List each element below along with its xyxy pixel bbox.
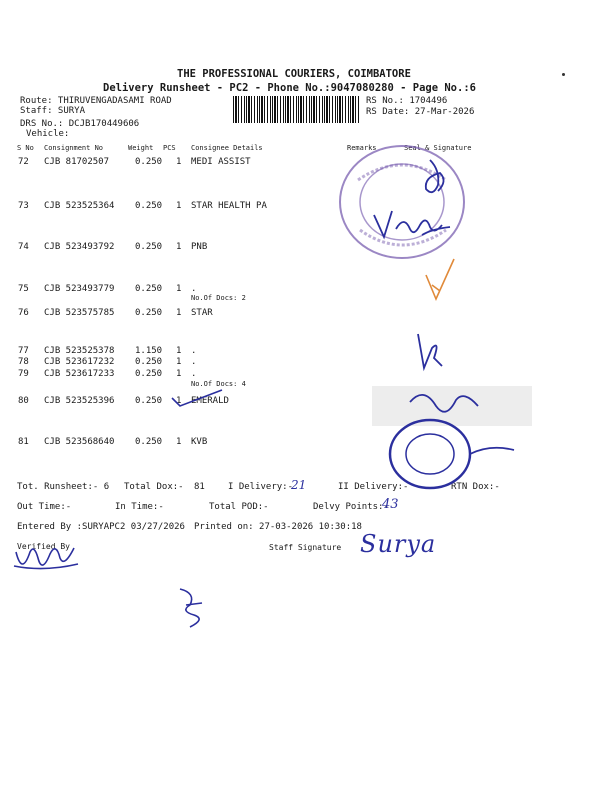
vehicle-label: Vehicle:	[26, 129, 70, 139]
row-sno: 81	[18, 437, 29, 447]
row-weight: 0.250	[135, 308, 163, 318]
row-consignee: STAR HEALTH PA	[191, 201, 267, 211]
printed-on: Printed on: 27-03-2026 10:30:18	[194, 522, 362, 532]
row-sno: 74	[18, 242, 29, 252]
docs-count-note: No.Of Docs: 4	[191, 380, 246, 388]
total-dox-label: Total Dox:-	[124, 482, 184, 492]
row-pcs: 1	[176, 396, 182, 406]
row-weight: 0.250	[135, 437, 163, 447]
row-pcs: 1	[176, 369, 182, 379]
row-weight: 0.250	[135, 396, 163, 406]
row-weight: 0.250	[135, 284, 163, 294]
row-consignment: CJB 81702507	[44, 157, 110, 167]
speck-dot	[562, 73, 565, 76]
col-weight: Weight	[128, 144, 154, 152]
bank-stamp	[370, 382, 540, 492]
row-pcs: 1	[176, 437, 182, 447]
row-consignee: PNB	[191, 242, 208, 252]
handwritten-mark-row77	[410, 330, 450, 375]
row-sno: 80	[18, 396, 29, 406]
row-pcs: 1	[176, 201, 182, 211]
row-weight: 1.150	[135, 346, 163, 356]
delvy-points-label: Delvy Points:-	[313, 502, 389, 512]
row-consignment: CJB 523568640	[44, 437, 115, 447]
row-consignment: CJB 523575785	[44, 308, 115, 318]
row-weight: 0.250	[135, 369, 163, 379]
ii-delivery-label: II Delivery:-	[338, 482, 409, 492]
col-sno: S No	[17, 144, 34, 152]
row-pcs: 1	[176, 157, 182, 167]
row-sno: 75	[18, 284, 29, 294]
row-weight: 0.250	[135, 201, 163, 211]
col-consignee: Consignee Details	[191, 144, 263, 152]
row-consignee: MEDI ASSIST	[191, 157, 251, 167]
handwritten-scribble-bottom	[172, 585, 212, 630]
col-pcs: PCS	[163, 144, 176, 152]
row-sno: 78	[18, 357, 29, 367]
row-consignee: .	[191, 346, 197, 356]
staff-label: Staff: SURYA	[20, 106, 86, 116]
rtn-dox-label: RTN Dox:-	[451, 482, 500, 492]
row-weight: 0.250	[135, 242, 163, 252]
row-consignment: CJB 523617232	[44, 357, 115, 367]
row-consignee: .	[191, 284, 197, 294]
row-consignment: CJB 523525396	[44, 396, 115, 406]
row-sno: 73	[18, 201, 29, 211]
rs-date: RS Date: 27-Mar-2026	[366, 107, 475, 117]
row-consignee: EMERALD	[191, 396, 229, 406]
col-remarks: Remarks	[347, 144, 377, 152]
handwritten-signature-row73	[370, 205, 460, 245]
staff-signature-handwritten: Surya	[360, 530, 437, 558]
row-weight: 0.250	[135, 157, 163, 167]
docs-count-note: No.Of Docs: 2	[191, 294, 246, 302]
row-weight: 0.250	[135, 357, 163, 367]
row-sno: 76	[18, 308, 29, 318]
row-sno: 72	[18, 157, 29, 167]
row-consignment: CJB 523525364	[44, 201, 115, 211]
row-consignee: .	[191, 369, 197, 379]
total-dox-value: 81	[194, 482, 205, 492]
row-sno: 79	[18, 369, 29, 379]
i-delivery-handwritten: 21	[291, 478, 307, 492]
rs-number: RS No.: 1704496	[366, 96, 448, 106]
out-time-label: Out Time:-	[17, 502, 72, 512]
entered-by: Entered By :SURYAPC2 03/27/2026	[17, 522, 185, 532]
total-runsheet: Tot. Runsheet:- 6	[17, 482, 110, 492]
row-consignment: CJB 523493779	[44, 284, 115, 294]
total-pod-label: Total POD:-	[209, 502, 269, 512]
row-pcs: 1	[176, 242, 182, 252]
row-consignment: CJB 523493792	[44, 242, 115, 252]
row-consignment: CJB 523525378	[44, 346, 115, 356]
verified-signature	[12, 540, 82, 580]
orange-tick-mark	[420, 255, 470, 305]
row-pcs: 1	[176, 308, 182, 318]
barcode	[233, 96, 361, 123]
i-delivery-label: I Delivery:-	[228, 482, 294, 492]
row-pcs: 1	[176, 357, 182, 367]
row-consignee: KVB	[191, 437, 208, 447]
row-consignee: STAR	[191, 308, 213, 318]
in-time-label: In Time:-	[115, 502, 164, 512]
runsheet-subtitle: Delivery Runsheet - PC2 - Phone No.:9047080280 - Page No.:6	[103, 82, 476, 94]
col-consignment: Consignment No	[44, 144, 104, 152]
row-pcs: 1	[176, 346, 182, 356]
staff-signature-label: Staff Signature	[269, 543, 342, 552]
verified-by-label: Verified By	[17, 542, 70, 551]
row-consignee: .	[191, 357, 197, 367]
row-pcs: 1	[176, 284, 182, 294]
delvy-points-handwritten: 43	[382, 497, 399, 512]
company-title: THE PROFESSIONAL COURIERS, COIMBATORE	[177, 68, 411, 80]
row-sno: 77	[18, 346, 29, 356]
row-consignment: CJB 523617233	[44, 369, 115, 379]
route-label: Route: THIRUVENGADASAMI ROAD	[20, 96, 172, 106]
drs-number: DRS No.: DCJB170449606	[20, 119, 140, 129]
tick-mark-row80	[170, 388, 230, 410]
col-seal: Seal & Signature	[404, 144, 472, 152]
